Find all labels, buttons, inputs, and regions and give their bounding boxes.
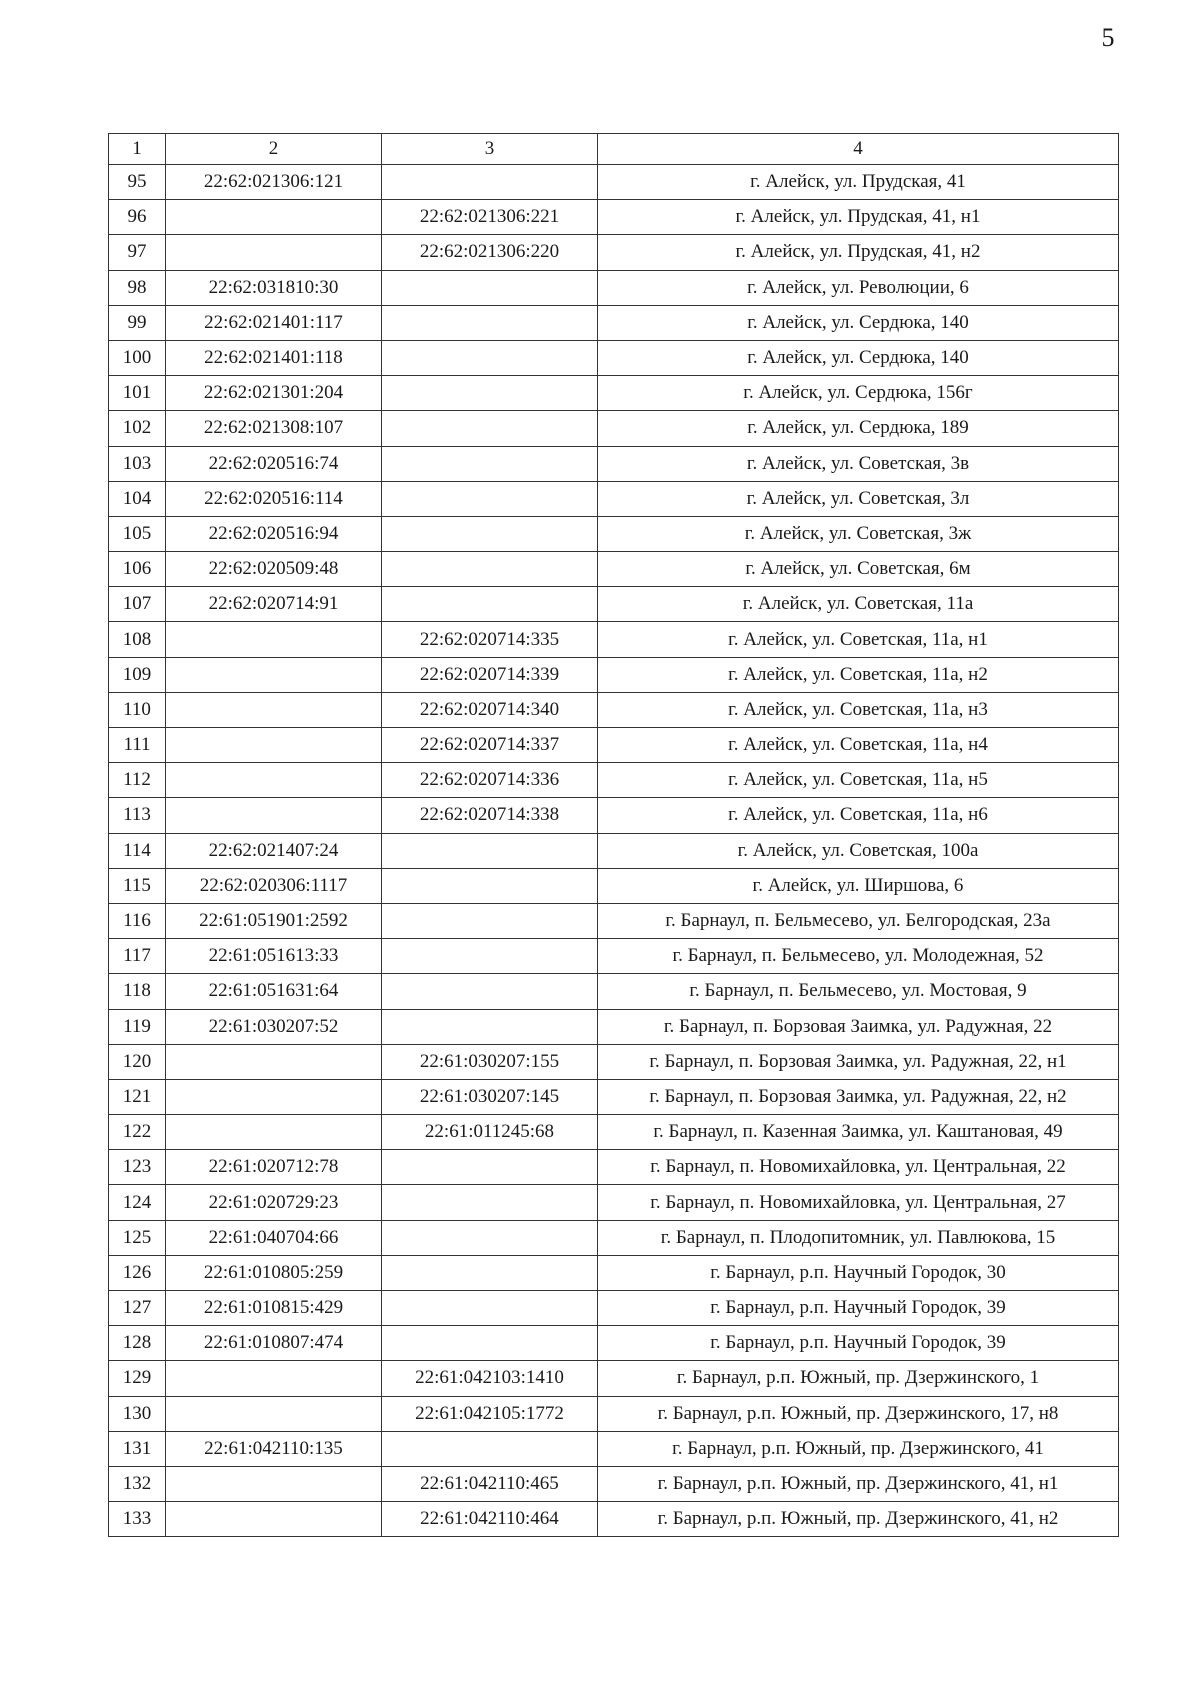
- building-cadastral-cell: [382, 833, 598, 868]
- row-number-cell: 114: [109, 833, 166, 868]
- address-cell: г. Барнаул, р.п. Южный, пр. Дзержинского, 41, н1: [598, 1466, 1119, 1501]
- table-row: [109, 446, 1119, 481]
- land-cadastral-cell: [166, 1115, 382, 1150]
- land-cadastral-cell: 22:62:020714:91: [166, 587, 382, 622]
- table-row: [109, 1502, 1119, 1537]
- address-cell: г. Алейск, ул. Советская, 11а: [598, 587, 1119, 622]
- address-cell: г. Алейск, ул. Прудская, 41, н2: [598, 235, 1119, 270]
- address-cell: г. Алейск, ул. Советская, 11а, н3: [598, 692, 1119, 727]
- row-number-cell: 132: [109, 1466, 166, 1501]
- table-row: [109, 868, 1119, 903]
- address-cell: г. Алейск, ул. Ширшова, 6: [598, 868, 1119, 903]
- table-header-row: [109, 134, 1119, 165]
- land-cadastral-cell: 22:62:020516:94: [166, 516, 382, 551]
- header-cell-number: 1: [109, 134, 166, 165]
- page-number: 5: [1101, 23, 1115, 52]
- address-cell: г. Алейск, ул. Советская, 6м: [598, 552, 1119, 587]
- building-cadastral-cell: [382, 1326, 598, 1361]
- address-cell: г. Барнаул, р.п. Научный Городок, 39: [598, 1291, 1119, 1326]
- table-row: [109, 692, 1119, 727]
- table-row: [109, 1326, 1119, 1361]
- building-cadastral-cell: [382, 1150, 598, 1185]
- row-number-cell: 104: [109, 481, 166, 516]
- address-cell: г. Алейск, ул. Сердюка, 140: [598, 305, 1119, 340]
- building-cadastral-cell: [382, 552, 598, 587]
- address-cell: г. Барнаул, п. Бельмесево, ул. Мостовая, 9: [598, 974, 1119, 1009]
- row-number-cell: 130: [109, 1396, 166, 1431]
- land-cadastral-cell: [166, 692, 382, 727]
- land-cadastral-cell: 22:61:040704:66: [166, 1220, 382, 1255]
- row-number-cell: 100: [109, 340, 166, 375]
- building-cadastral-cell: [382, 446, 598, 481]
- building-cadastral-cell: [382, 903, 598, 938]
- building-cadastral-cell: 22:62:021306:221: [382, 200, 598, 235]
- address-cell: г. Барнаул, р.п. Южный, пр. Дзержинского, 1: [598, 1361, 1119, 1396]
- address-cell: г. Алейск, ул. Советская, 11а, н5: [598, 763, 1119, 798]
- building-cadastral-cell: 22:62:020714:335: [382, 622, 598, 657]
- land-cadastral-cell: 22:62:021401:117: [166, 305, 382, 340]
- row-number-cell: 119: [109, 1009, 166, 1044]
- land-cadastral-cell: [166, 728, 382, 763]
- address-cell: г. Барнаул, п. Бельмесево, ул. Белгородская, 23а: [598, 903, 1119, 938]
- address-cell: г. Барнаул, п. Казенная Заимка, ул. Каштановая, 49: [598, 1115, 1119, 1150]
- row-number-cell: 128: [109, 1326, 166, 1361]
- row-number-cell: 120: [109, 1044, 166, 1079]
- address-cell: г. Алейск, ул. Советская, 3ж: [598, 516, 1119, 551]
- address-cell: г. Алейск, ул. Советская, 100а: [598, 833, 1119, 868]
- building-cadastral-cell: 22:62:020714:339: [382, 657, 598, 692]
- building-cadastral-cell: [382, 1009, 598, 1044]
- table-row: [109, 516, 1119, 551]
- address-cell: г. Барнаул, п. Бельмесево, ул. Молодежная, 52: [598, 939, 1119, 974]
- building-cadastral-cell: [382, 1185, 598, 1220]
- land-cadastral-cell: 22:61:051613:33: [166, 939, 382, 974]
- table-row: [109, 1220, 1119, 1255]
- row-number-cell: 124: [109, 1185, 166, 1220]
- address-cell: г. Барнаул, п. Новомихайловка, ул. Центральная, 27: [598, 1185, 1119, 1220]
- land-cadastral-cell: 22:62:021401:118: [166, 340, 382, 375]
- row-number-cell: 97: [109, 235, 166, 270]
- building-cadastral-cell: 22:61:030207:155: [382, 1044, 598, 1079]
- building-cadastral-cell: [382, 305, 598, 340]
- address-cell: г. Барнаул, п. Борзовая Заимка, ул. Радужная, 22, н1: [598, 1044, 1119, 1079]
- building-cadastral-cell: 22:62:021306:220: [382, 235, 598, 270]
- land-cadastral-cell: 22:62:021301:204: [166, 376, 382, 411]
- table-row: [109, 798, 1119, 833]
- land-cadastral-cell: [166, 1502, 382, 1537]
- row-number-cell: 123: [109, 1150, 166, 1185]
- row-number-cell: 115: [109, 868, 166, 903]
- building-cadastral-cell: [382, 1291, 598, 1326]
- table-row: [109, 1150, 1119, 1185]
- row-number-cell: 118: [109, 974, 166, 1009]
- table-row: [109, 587, 1119, 622]
- building-cadastral-cell: [382, 1220, 598, 1255]
- header-cell-land-cadastral: 2: [166, 134, 382, 165]
- row-number-cell: 107: [109, 587, 166, 622]
- table-row: [109, 763, 1119, 798]
- table-row: [109, 1396, 1119, 1431]
- address-cell: г. Алейск, ул. Советская, 11а, н4: [598, 728, 1119, 763]
- building-cadastral-cell: 22:61:042110:465: [382, 1466, 598, 1501]
- land-cadastral-cell: 22:61:051631:64: [166, 974, 382, 1009]
- building-cadastral-cell: 22:61:011245:68: [382, 1115, 598, 1150]
- land-cadastral-cell: 22:62:020516:114: [166, 481, 382, 516]
- building-cadastral-cell: [382, 376, 598, 411]
- address-cell: г. Барнаул, п. Плодопитомник, ул. Павлюкова, 15: [598, 1220, 1119, 1255]
- row-number-cell: 110: [109, 692, 166, 727]
- building-cadastral-cell: [382, 270, 598, 305]
- row-number-cell: 121: [109, 1079, 166, 1114]
- building-cadastral-cell: 22:62:020714:336: [382, 763, 598, 798]
- table-row: [109, 376, 1119, 411]
- building-cadastral-cell: [382, 587, 598, 622]
- building-cadastral-cell: [382, 481, 598, 516]
- land-cadastral-cell: [166, 235, 382, 270]
- table-row: [109, 411, 1119, 446]
- building-cadastral-cell: 22:62:020714:337: [382, 728, 598, 763]
- address-cell: г. Барнаул, р.п. Южный, пр. Дзержинского, 17, н8: [598, 1396, 1119, 1431]
- land-cadastral-cell: 22:61:030207:52: [166, 1009, 382, 1044]
- address-cell: г. Алейск, ул. Сердюка, 140: [598, 340, 1119, 375]
- table-row: [109, 833, 1119, 868]
- land-cadastral-cell: 22:62:021308:107: [166, 411, 382, 446]
- land-cadastral-cell: 22:62:020516:74: [166, 446, 382, 481]
- header-cell-building-cadastral: 3: [382, 134, 598, 165]
- row-number-cell: 113: [109, 798, 166, 833]
- address-cell: г. Барнаул, п. Борзовая Заимка, ул. Радужная, 22, н2: [598, 1079, 1119, 1114]
- row-number-cell: 101: [109, 376, 166, 411]
- table-row: [109, 305, 1119, 340]
- table-row: [109, 939, 1119, 974]
- land-cadastral-cell: 22:61:051901:2592: [166, 903, 382, 938]
- land-cadastral-cell: 22:61:010807:474: [166, 1326, 382, 1361]
- table-row: [109, 903, 1119, 938]
- address-cell: г. Алейск, ул. Советская, 11а, н6: [598, 798, 1119, 833]
- address-cell: г. Барнаул, р.п. Южный, пр. Дзержинского, 41: [598, 1431, 1119, 1466]
- row-number-cell: 131: [109, 1431, 166, 1466]
- row-number-cell: 116: [109, 903, 166, 938]
- building-cadastral-cell: [382, 974, 598, 1009]
- table-body: [109, 134, 1119, 1537]
- building-cadastral-cell: [382, 165, 598, 200]
- table-row: [109, 235, 1119, 270]
- row-number-cell: 126: [109, 1255, 166, 1290]
- address-cell: г. Барнаул, р.п. Научный Городок, 30: [598, 1255, 1119, 1290]
- row-number-cell: 117: [109, 939, 166, 974]
- address-cell: г. Алейск, ул. Сердюка, 189: [598, 411, 1119, 446]
- table-row: [109, 1185, 1119, 1220]
- table-row: [109, 270, 1119, 305]
- row-number-cell: 129: [109, 1361, 166, 1396]
- row-number-cell: 103: [109, 446, 166, 481]
- address-cell: г. Алейск, ул. Прудская, 41, н1: [598, 200, 1119, 235]
- table-row: [109, 1291, 1119, 1326]
- land-cadastral-cell: [166, 200, 382, 235]
- building-cadastral-cell: [382, 516, 598, 551]
- table-row: [109, 1079, 1119, 1114]
- land-cadastral-cell: [166, 1361, 382, 1396]
- land-cadastral-cell: 22:62:020509:48: [166, 552, 382, 587]
- land-cadastral-cell: 22:61:010805:259: [166, 1255, 382, 1290]
- building-cadastral-cell: 22:61:042105:1772: [382, 1396, 598, 1431]
- land-cadastral-cell: 22:61:020712:78: [166, 1150, 382, 1185]
- address-cell: г. Барнаул, р.п. Научный Городок, 39: [598, 1326, 1119, 1361]
- property-table: [108, 133, 1119, 1537]
- building-cadastral-cell: [382, 1255, 598, 1290]
- land-cadastral-cell: 22:62:031810:30: [166, 270, 382, 305]
- table-row: [109, 1431, 1119, 1466]
- land-cadastral-cell: 22:61:010815:429: [166, 1291, 382, 1326]
- table-row: [109, 340, 1119, 375]
- row-number-cell: 105: [109, 516, 166, 551]
- building-cadastral-cell: 22:61:030207:145: [382, 1079, 598, 1114]
- table-row: [109, 728, 1119, 763]
- building-cadastral-cell: 22:61:042103:1410: [382, 1361, 598, 1396]
- row-number-cell: 109: [109, 657, 166, 692]
- header-cell-address: 4: [598, 134, 1119, 165]
- row-number-cell: 95: [109, 165, 166, 200]
- table-row: [109, 974, 1119, 1009]
- table-row: [109, 552, 1119, 587]
- address-cell: г. Барнаул, п. Борзовая Заимка, ул. Радужная, 22: [598, 1009, 1119, 1044]
- building-cadastral-cell: 22:61:042110:464: [382, 1502, 598, 1537]
- table-row: [109, 481, 1119, 516]
- building-cadastral-cell: 22:62:020714:340: [382, 692, 598, 727]
- land-cadastral-cell: 22:62:021407:24: [166, 833, 382, 868]
- table-row: [109, 622, 1119, 657]
- land-cadastral-cell: 22:62:020306:1117: [166, 868, 382, 903]
- table-row: [109, 1255, 1119, 1290]
- table-row: [109, 1361, 1119, 1396]
- table-row: [109, 1044, 1119, 1079]
- row-number-cell: 98: [109, 270, 166, 305]
- land-cadastral-cell: [166, 1079, 382, 1114]
- row-number-cell: 125: [109, 1220, 166, 1255]
- land-cadastral-cell: 22:61:020729:23: [166, 1185, 382, 1220]
- row-number-cell: 102: [109, 411, 166, 446]
- address-cell: г. Алейск, ул. Сердюка, 156г: [598, 376, 1119, 411]
- row-number-cell: 112: [109, 763, 166, 798]
- land-cadastral-cell: [166, 1044, 382, 1079]
- table-row: [109, 200, 1119, 235]
- land-cadastral-cell: [166, 1396, 382, 1431]
- address-cell: г. Алейск, ул. Революции, 6: [598, 270, 1119, 305]
- building-cadastral-cell: [382, 1431, 598, 1466]
- address-cell: г. Алейск, ул. Советская, 11а, н2: [598, 657, 1119, 692]
- row-number-cell: 133: [109, 1502, 166, 1537]
- building-cadastral-cell: [382, 868, 598, 903]
- building-cadastral-cell: [382, 340, 598, 375]
- building-cadastral-cell: 22:62:020714:338: [382, 798, 598, 833]
- address-cell: г. Алейск, ул. Советская, 11а, н1: [598, 622, 1119, 657]
- row-number-cell: 122: [109, 1115, 166, 1150]
- land-cadastral-cell: [166, 798, 382, 833]
- address-cell: г. Алейск, ул. Советская, 3л: [598, 481, 1119, 516]
- row-number-cell: 108: [109, 622, 166, 657]
- land-cadastral-cell: 22:62:021306:121: [166, 165, 382, 200]
- address-cell: г. Алейск, ул. Прудская, 41: [598, 165, 1119, 200]
- address-cell: г. Барнаул, р.п. Южный, пр. Дзержинского, 41, н2: [598, 1502, 1119, 1537]
- table-row: [109, 1115, 1119, 1150]
- row-number-cell: 106: [109, 552, 166, 587]
- land-cadastral-cell: [166, 763, 382, 798]
- land-cadastral-cell: 22:61:042110:135: [166, 1431, 382, 1466]
- row-number-cell: 99: [109, 305, 166, 340]
- table-row: [109, 657, 1119, 692]
- row-number-cell: 127: [109, 1291, 166, 1326]
- table-row: [109, 165, 1119, 200]
- address-cell: г. Барнаул, п. Новомихайловка, ул. Центральная, 22: [598, 1150, 1119, 1185]
- address-cell: г. Алейск, ул. Советская, 3в: [598, 446, 1119, 481]
- land-cadastral-cell: [166, 1466, 382, 1501]
- land-cadastral-cell: [166, 622, 382, 657]
- table-row: [109, 1466, 1119, 1501]
- row-number-cell: 111: [109, 728, 166, 763]
- row-number-cell: 96: [109, 200, 166, 235]
- building-cadastral-cell: [382, 411, 598, 446]
- table-row: [109, 1009, 1119, 1044]
- building-cadastral-cell: [382, 939, 598, 974]
- land-cadastral-cell: [166, 657, 382, 692]
